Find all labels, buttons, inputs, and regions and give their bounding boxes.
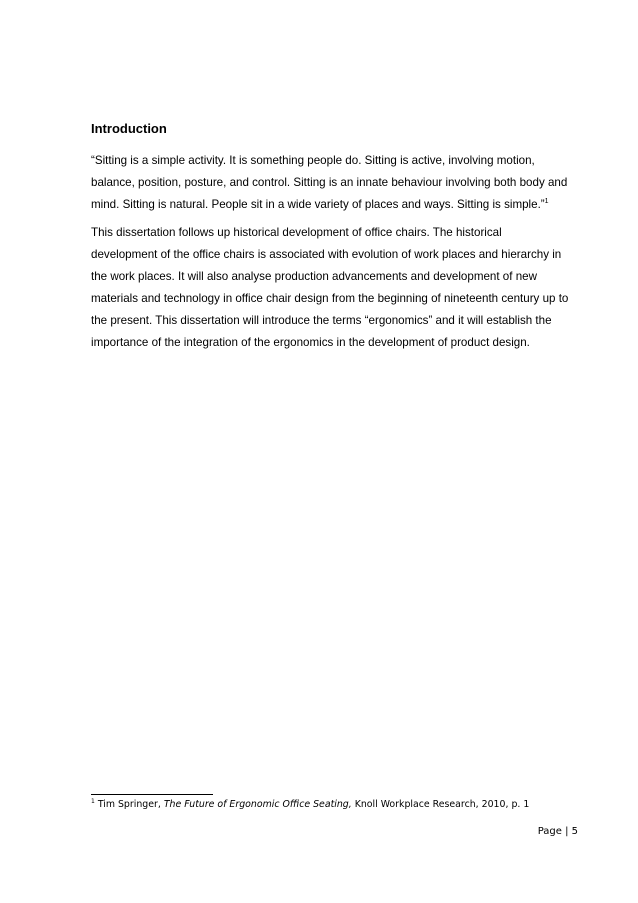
quote-line	[91, 194, 571, 216]
footnote-author: Tim Springer,	[97, 799, 161, 810]
section-heading: Introduction	[91, 121, 167, 136]
body-line: the work places. It will also analyse production advancements and development of new	[91, 270, 537, 283]
body-line: importance of the integration of the ergonomics in the development of product design.	[91, 336, 530, 349]
body-paragraph	[91, 222, 571, 354]
quote-line: “Sitting is a simple activity. It is something people do. Sitting is active, involving motion,	[91, 154, 535, 167]
body-line: the present. This dissertation will introduce the terms “ergonomics” and it will establish the	[91, 314, 552, 327]
footnote-reference[interactable]: 1	[544, 198, 549, 205]
page-number: Page | 5	[537, 826, 578, 837]
body-line: development of the office chairs is associated with evolution of work places and hierarchy in	[91, 248, 562, 261]
footnote-separator	[91, 794, 213, 795]
body-line: This dissertation follows up historical development of office chairs. The historical	[91, 226, 502, 239]
footnote-marker: 1	[91, 798, 95, 805]
footnote-source: Knoll Workplace Research, 2010, p. 1	[354, 799, 530, 810]
quote-line: balance, position, posture, and control. Sitting is an innate behaviour involving both body and	[91, 176, 568, 189]
quote-line-text: mind. Sitting is natural. People sit in a wide variety of places and ways. Sitting is simple.”	[91, 198, 545, 211]
quote-paragraph	[91, 150, 571, 216]
footnote-title: The Future of Ergonomic Office Seating,	[163, 799, 352, 810]
footnote	[91, 798, 529, 812]
body-line: materials and technology in office chair design from the beginning of nineteenth century up to	[91, 292, 569, 305]
